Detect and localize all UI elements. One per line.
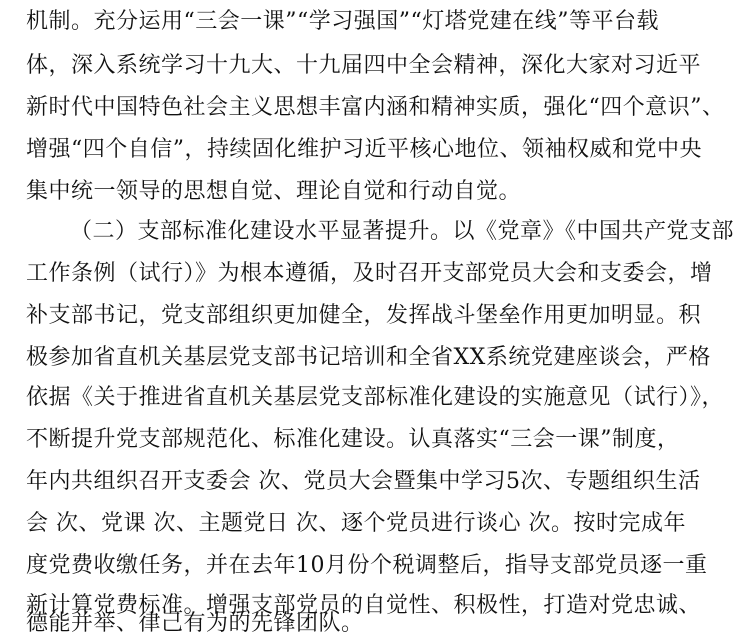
text-line-15: 新计算党费标准。增强支部党员的自觉性、积极性，打造对党忠诚、 [26,593,702,618]
text-line-1: 机制。充分运用“三会一课”“学习强国”“灯塔党建在线”等平台载 [26,9,659,34]
text-line-2: 体，深入系统学习十九大、十九届四中全会精神，深化大家对习近平 [26,53,702,78]
text-line-14: 度党费收缴任务，并在去年10月份个税调整后，指导支部党员逐一重 [26,553,708,578]
text-line-7: 工作条例（试行）》为根本遵循，及时召开支部党员大会和支委会，增 [26,261,713,286]
text-line-9: 极参加省直机关基层党支部书记培训和全省XX系统党建座谈会，严格 [26,345,711,370]
text-line-10: 依据《关于推进省直机关基层党支部标准化建设的实施意见（试行）》， [26,385,725,410]
text-line-4: 增强“四个自信”，持续固化维护习近平核心地位、领袖权威和党中央 [26,137,702,162]
text-line-3: 新时代中国特色社会主义思想丰富内涵和精神实质，强化“四个意识”、 [26,95,725,120]
text-line-12: 年内共组织召开支委会 次、党员大会暨集中学习5次、专题组织生活 [26,469,701,494]
text-line-11: 不断提升党支部规范化、标准化建设。认真落实“三会一课”制度， [26,427,680,452]
text-line-16: 德能并举、律己有为的先锋团队。 [26,611,364,636]
section-heading-line: （二）支部标准化建设水平显著提升。以《党章》《中国共产党支部 [70,219,734,244]
text-line-13: 会 次、党课 次、主题党日 次、逐个党员进行谈心 次。按时完成年 [26,511,686,536]
text-line-5: 集中统一领导的思想自觉、理论自觉和行动自觉。 [26,179,522,204]
text-line-8: 补支部书记，党支部组织更加健全，发挥战斗堡垒作用更加明显。积 [26,303,702,328]
